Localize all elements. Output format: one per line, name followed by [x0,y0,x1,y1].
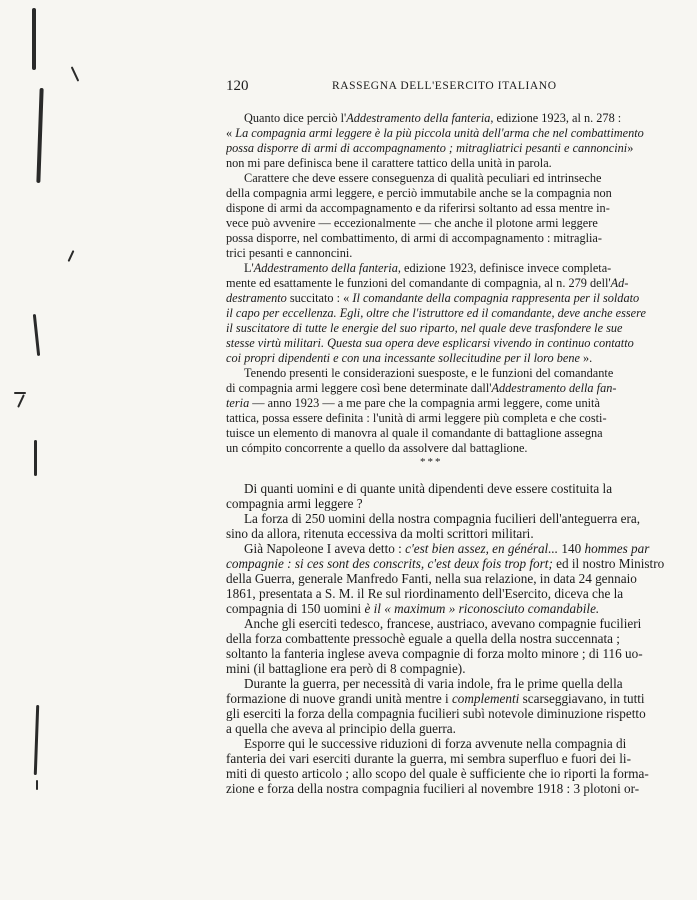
text-run: L' [244,261,254,275]
text-run: di compagnia armi leggere così bene determinate dall' [226,381,492,395]
text-line [244,171,666,185]
text-line [244,736,668,751]
italic-text-run: coi propri dipendenti e con una incessante sollecitudine per il loro bene [226,351,580,365]
scan-mark [36,88,43,183]
italic-text-run: il capo per eccellenza. Egli, oltre che l'istruttore ed il comandante, deve anche essere [226,306,646,320]
text-line [244,511,668,526]
text-line [244,366,666,380]
text-line [226,396,666,410]
italic-text-run: Addestramento della fanteria [253,261,398,275]
text-run: vece può avvenire — eccezionalmente — che anche il plotone armi leggere [226,216,598,230]
text-line [226,706,668,721]
scan-mark [17,394,25,408]
text-run: , edizione 1923, al n. 278 : [490,111,622,125]
text-run: scarseggiavano, in tutti [519,691,645,706]
running-title: RASSEGNA DELL'ESERCITO ITALIANO [332,80,557,92]
text-run: ed il nostro Ministro [552,556,665,571]
text-line [226,441,666,455]
text-run: 1861, presentata a S. M. il Re sul riordinamento dell'Esercito, diceva che la [226,586,624,601]
text-run: compagnia armi leggere ? [226,496,363,511]
scan-mark [36,780,38,790]
text-line [226,186,666,200]
text-run: Anche gli eserciti tedesco, francese, austriaco, avevano compagnie fucilieri [244,616,642,631]
text-run: non mi pare definisca bene il carattere tattico della unità in parola. [226,156,552,170]
text-line [244,616,668,631]
text-line [226,496,668,511]
scan-mark [14,392,26,394]
scan-mark [32,8,36,70]
text-run: Tenendo presenti le considerazioni suesposte, e le funzioni del comandante [244,366,614,380]
text-line [226,126,666,140]
text-run: fanteria dei vari eserciti durante la guerra, mi sembra superfluo e fuori dei li- [226,751,631,766]
text-run: un cómpito concorrente a quello da assolvere dal battaglione. [226,441,528,455]
text-line [226,321,666,335]
text-line [244,481,668,496]
text-line [226,571,668,586]
italic-text-run: il suscitatore di tutte le energie del suo riparto, nel quale deve trasfondere le sue [226,321,623,335]
text-run: » [627,141,634,155]
text-line [226,201,666,215]
text-run: succitato : « [286,291,353,305]
text-run: compagnia di 150 uomini [226,601,365,616]
text-run: a quella che aveva al principio della guerra. [226,721,456,736]
text-line [226,276,666,290]
text-run: La forza di 250 uomini della nostra compagnia fucilieri dell'anteguerra era, [244,511,641,526]
text-run: trici pesanti e cannoncini. [226,246,353,260]
text-line [226,646,668,661]
text-run: sino da allora, ritenuta eccessiva da molti scrittori militari. [226,526,534,541]
text-run: zione e forza della nostra compagnia fucilieri al novembre 1918 : 3 plotoni or- [226,781,640,796]
text-line [226,231,666,245]
text-line [226,306,666,320]
scan-mark [33,314,40,356]
text-run: tuisce un elemento di manovra al quale il comandante di battaglione assegna [226,426,603,440]
scan-mark [71,66,80,81]
text-line [226,336,666,350]
text-line [226,751,668,766]
text-line [226,216,666,230]
italic-text-run: destramento [226,291,287,305]
italic-text-run: Ad- [610,276,629,290]
text-run: mente ed esattamente le funzioni del comandante di compagnia, al n. 279 dell' [226,276,611,290]
text-run: Di quanti uomini e di quante unità dipendenti deve essere costituita la [244,481,613,496]
italic-text-run: Addestramento della fanteria [346,111,491,125]
section-separator: *** [420,456,443,468]
scan-mark [68,250,75,262]
italic-text-run: compagnie : si ces sont des conscrits, c'est deux fois trop fort; [226,556,553,571]
page-number: 120 [226,78,249,94]
text-run: mini (il battaglione era però di 8 compagnie). [226,661,466,676]
italic-text-run: teria [226,396,250,410]
italic-text-run: Addestramento della fan- [491,381,617,395]
text-line [226,691,668,706]
text-run: miti di questo articolo ; allo scopo del quale è sufficiente che io riporti la forma- [226,766,649,781]
italic-text-run: complementi [451,691,520,706]
text-run: della forza combattente pressochè eguale a quella della nostra succennata ; [226,631,620,646]
italic-text-run: stesse virtù militari. Questa sua opera deve esplicarsi vivendo in continuo contatto [226,336,634,350]
text-line [244,261,666,275]
text-line [226,661,668,676]
text-line [226,246,666,260]
text-line [226,291,666,305]
italic-text-run: c'est bien assez, en général... [405,541,562,556]
text-run: possa disporre, nel combattimento, di armi di accompagnamento : mitraglia- [226,231,602,245]
scan-mark [34,440,37,476]
text-run: gli eserciti la forza della compagnia fucilieri subì notevole diminuzione rispetto [226,706,646,721]
text-line [226,781,668,796]
text-run: dispone di armi da accompagnamento e da riferirsi soltanto ad essa mentre in- [226,201,610,215]
italic-text-run: possa disporre di armi di accompagnamento ; mitragliatrici pesanti e cannoncini [226,141,628,155]
text-run: Carattere che deve essere conseguenza di qualità peculiari ed intrinseche [244,171,602,185]
text-line [226,721,668,736]
text-run: 140 [561,541,585,556]
text-line [226,556,668,571]
text-line [226,351,666,365]
text-line [226,381,666,395]
text-line [226,526,668,541]
text-line [244,111,666,125]
text-line [226,156,666,170]
text-line [244,541,668,556]
text-run: formazione di nuove grandi unità mentre i [226,691,452,706]
italic-text-run: è il « maximum » riconosciuto comandabile. [364,601,600,616]
text-line [226,411,666,425]
text-line [226,766,668,781]
text-run: Quanto dice perciò l' [244,111,347,125]
text-line [226,631,668,646]
italic-text-run: hommes par [584,541,650,556]
text-run: — anno 1923 — a me pare che la compagnia armi leggere, come unità [249,396,600,410]
text-run: soltanto la fanteria inglese aveva compagnie di forza molto minore ; di 116 uo- [226,646,643,661]
text-run: « [226,126,236,140]
text-line [226,141,666,155]
italic-text-run: La compagnia armi leggere è la più piccola unità dell'arma che nel combattimento [235,126,644,140]
text-run: Durante la guerra, per necessità di varia indole, fra le prime quella della [244,676,623,691]
text-line [226,601,668,616]
text-run: ». [579,351,593,365]
text-line [226,426,666,440]
text-run: Già Napoleone I aveva detto : [244,541,406,556]
text-run: della Guerra, generale Manfredo Fanti, nella sua relazione, in data 24 gennaio [226,571,637,586]
text-run: Esporre qui le successive riduzioni di forza avvenute nella compagnia di [244,736,627,751]
text-line [244,676,668,691]
page-header [226,78,666,96]
text-line [226,586,668,601]
text-run: tattica, possa essere definita : l'unità di armi leggere più completa e che costi- [226,411,607,425]
italic-text-run: Il comandante della compagnia rappresenta per il soldato [352,291,640,305]
scan-mark [34,705,39,775]
text-run: , edizione 1923, definisce invece completa- [397,261,612,275]
text-run: della compagnia armi leggere, e perciò immutabile anche se la compagnia non [226,186,612,200]
